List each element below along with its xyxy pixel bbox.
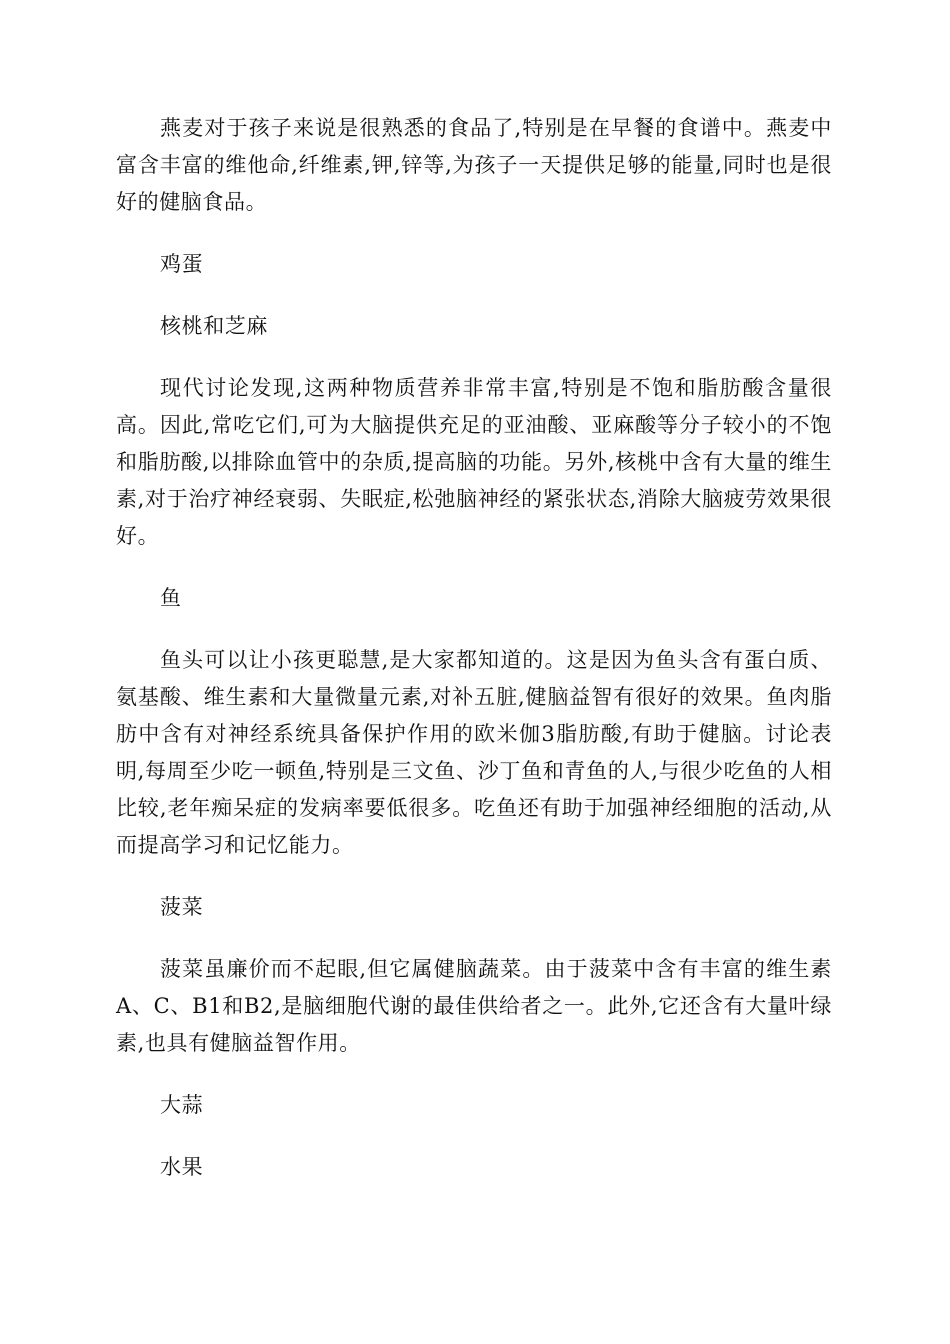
heading-fruit: 水果 [160,1155,204,1179]
paragraph-oats: 燕麦对于孩子来说是很熟悉的食品了,特别是在早餐的食谱中。燕麦中富含丰富的维他命,纤维素,钾,锌等,为孩子一天提供足够的能量,同时也是很好的健脑食品。 [116,116,832,214]
heading-spinach: 菠菜 [160,895,204,919]
document-body [116,110,832,1211]
paragraph-fish: 鱼头可以让小孩更聪慧,是大家都知道的。这是因为鱼头含有蛋白质、氨基酸、维生素和大量微量元素,对补五脏,健脑益智有很好的效果。鱼肉脂肪中含有对神经系统具备保护作用的欧米伽3脂肪酸,有助于健脑。讨论表明,每周至少吃一顿鱼,特别是三文鱼、沙丁鱼和青鱼的人,与很少吃鱼的人相比较,老年痴呆症的发病率要低很多。吃鱼还有助于加强神经细胞的活动,从而提高学习和记忆能力。 [116,648,832,857]
heading-fish: 鱼 [160,586,182,610]
heading-garlic: 大蒜 [160,1093,204,1117]
paragraph-spinach: 菠菜虽廉价而不起眼,但它属健脑蔬菜。由于菠菜中含有丰富的维生素A、C、B1和B2,是脑细胞代谢的最佳供给者之一。此外,它还含有大量叶绿素,也具有健脑益智作用。 [116,957,832,1055]
heading-walnut-sesame: 核桃和芝麻 [160,314,268,338]
paragraph-walnut-sesame: 现代讨论发现,这两种物质营养非常丰富,特别是不饱和脂肪酸含量很高。因此,常吃它们,可为大脑提供充足的亚油酸、亚麻酸等分子较小的不饱和脂肪酸,以排除血管中的杂质,提高脑的功能。另外,核桃中含有大量的维生素,对于治疗神经衰弱、失眠症,松弛脑神经的紧张状态,消除大脑疲劳效果很好。 [116,376,832,548]
heading-eggs: 鸡蛋 [160,252,204,276]
